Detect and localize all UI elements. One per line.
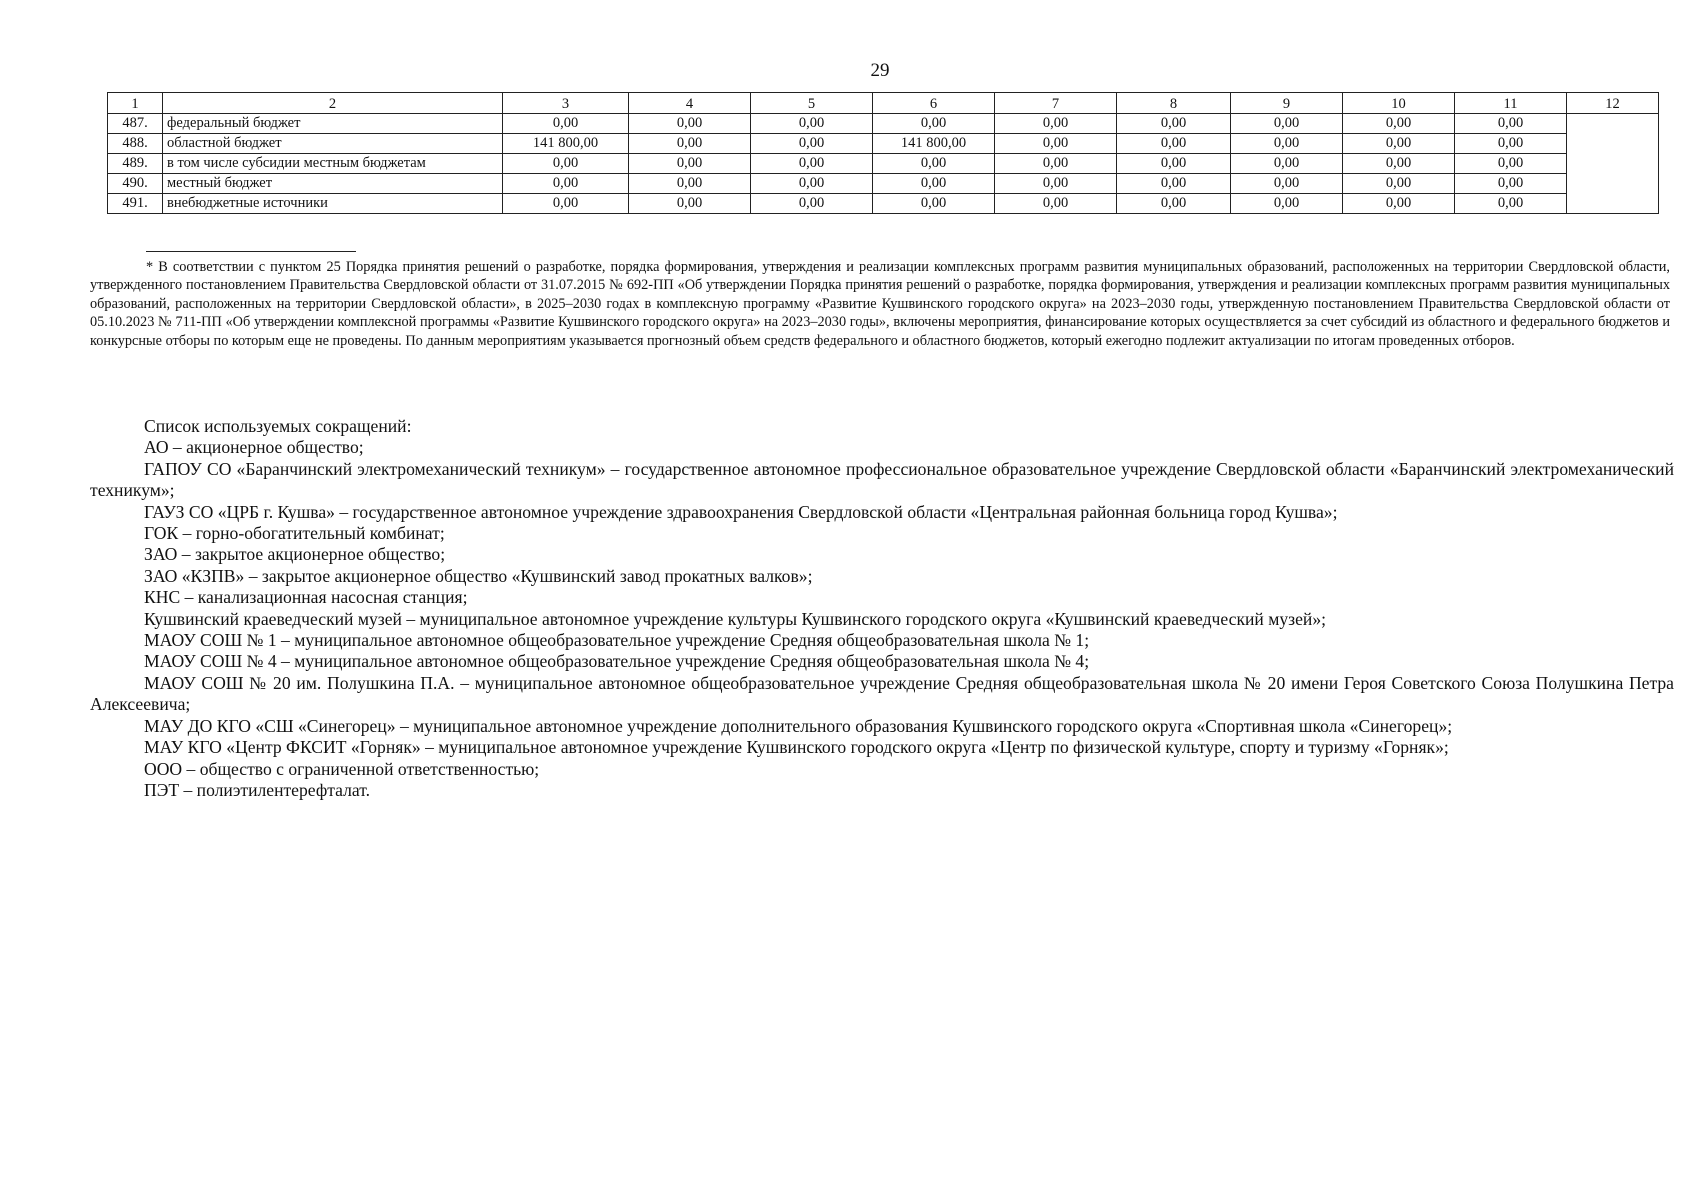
column-header-12: 12 [1567,93,1659,114]
row-name: областной бюджет [163,134,503,154]
value-cell-col-4: 0,00 [629,154,751,174]
value-cell-col-8: 0,00 [1117,114,1231,134]
value-cell-col-4: 0,00 [629,174,751,194]
value-cell-col-6: 0,00 [873,194,995,214]
abbreviation-item: МАОУ СОШ № 4 – муниципальное автономное общеобразовательное учреждение Средняя общеобразовательная школа № 4; [144,651,1090,672]
value-cell-col-9: 0,00 [1231,114,1343,134]
value-cell-col-10: 0,00 [1343,194,1455,214]
column-header-7: 7 [995,93,1117,114]
column-header-9: 9 [1231,93,1343,114]
value-cell-col-7: 0,00 [995,154,1117,174]
value-cell-col-3: 141 800,00 [503,134,629,154]
abbreviations-list [90,416,1674,801]
value-cell-col-5: 0,00 [751,154,873,174]
column-header-1: 1 [108,93,163,114]
row-number: 488. [108,134,163,154]
budget-table [107,92,1659,214]
value-cell-col-7: 0,00 [995,174,1117,194]
row-name: в том числе субсидии местным бюджетам [163,154,503,174]
value-cell-col-9: 0,00 [1231,194,1343,214]
column-header-2: 2 [163,93,503,114]
footnote-text: * В соответствии с пунктом 25 Порядка принятия решений о разработке, порядка формирования, утверждения и реализации комплексных программ развития муниципальных образований, расположенных на территории Свердловской области, утвержденного постановлением Правительства Свердловской области от 31.07.2015 № 692-ПП «Об утверждении Порядка принятия решений о разработке, порядка формирования, утверждения и реализации комплексных программ развития муниципальных образований, расположенных на территории Свердловской области», в 2025–2030 годах в комплексную программу «Развитие Кушвинского городского округа» на 2023–2030 годы, утвержденную постановлением Правительства Свердловской области от 05.10.2023 № 711-ПП «Об утверждении комплексной программы «Развитие Кушвинского городского округа» на 2023–2030 годы», включены мероприятия, финансирование которых осуществляется за счет субсидий из областного и федерального бюджетов и конкурсные отборы по которым еще не проведены. По данным мероприятиям указывается прогнозный объем средств федерального и областного бюджетов, который ежегодно подлежит актуализации по итогам проведенных отборов. [90,259,1670,349]
value-cell-col-3: 0,00 [503,114,629,134]
abbreviation-item: ГОК – горно-обогатительный комбинат; [144,523,445,544]
row-number: 487. [108,114,163,134]
value-cell-col-9: 0,00 [1231,174,1343,194]
abbreviation-item: ПЭТ – полиэтилентерефталат. [144,779,370,800]
column-header-6: 6 [873,93,995,114]
table-row [108,154,1659,174]
abbreviation-item: АО – акционерное общество; [144,437,364,458]
abbreviation-item: ГАПОУ СО «Баранчинский электромеханический техникум» – государственное автономное профессиональное образовательное учреждение Свердловской области «Баранчинский электромеханический техникум»; [90,458,1674,501]
table-header-row [108,93,1659,114]
abbreviation-item: КНС – канализационная насосная станция; [144,587,468,608]
column-12-cell [1567,114,1659,214]
value-cell-col-5: 0,00 [751,194,873,214]
footnote-rule [146,251,356,252]
value-cell-col-11: 0,00 [1455,154,1567,174]
value-cell-col-10: 0,00 [1343,154,1455,174]
value-cell-col-11: 0,00 [1455,174,1567,194]
column-header-11: 11 [1455,93,1567,114]
row-name: федеральный бюджет [163,114,503,134]
value-cell-col-10: 0,00 [1343,174,1455,194]
value-cell-col-5: 0,00 [751,114,873,134]
abbreviation-item: ЗАО – закрытое акционерное общество; [144,544,446,565]
row-name: внебюджетные источники [163,194,503,214]
column-header-4: 4 [629,93,751,114]
value-cell-col-10: 0,00 [1343,134,1455,154]
value-cell-col-11: 0,00 [1455,114,1567,134]
value-cell-col-7: 0,00 [995,194,1117,214]
value-cell-col-8: 0,00 [1117,174,1231,194]
value-cell-col-6: 141 800,00 [873,134,995,154]
value-cell-col-8: 0,00 [1117,194,1231,214]
value-cell-col-4: 0,00 [629,134,751,154]
abbreviation-item: ЗАО «КЗПВ» – закрытое акционерное общество «Кушвинский завод прокатных валков»; [144,565,813,586]
value-cell-col-4: 0,00 [629,194,751,214]
value-cell-col-8: 0,00 [1117,134,1231,154]
value-cell-col-3: 0,00 [503,194,629,214]
value-cell-col-7: 0,00 [995,134,1117,154]
value-cell-col-6: 0,00 [873,114,995,134]
page-number: 29 [870,60,890,81]
table-row [108,194,1659,214]
table-row [108,114,1659,134]
value-cell-col-9: 0,00 [1231,134,1343,154]
value-cell-col-5: 0,00 [751,134,873,154]
abbreviation-item: МАОУ СОШ № 1 – муниципальное автономное общеобразовательное учреждение Средняя общеобразовательная школа № 1; [144,630,1090,651]
value-cell-col-10: 0,00 [1343,114,1455,134]
value-cell-col-5: 0,00 [751,174,873,194]
value-cell-col-11: 0,00 [1455,134,1567,154]
abbreviation-item: Кушвинский краеведческий музей – муниципальное автономное учреждение культуры Кушвинского городского округа «Кушвинский краеведческий музей»; [144,608,1327,629]
column-header-10: 10 [1343,93,1455,114]
value-cell-col-6: 0,00 [873,154,995,174]
value-cell-col-6: 0,00 [873,174,995,194]
value-cell-col-8: 0,00 [1117,154,1231,174]
column-header-8: 8 [1117,93,1231,114]
row-number: 490. [108,174,163,194]
abbreviation-item: МАУ ДО КГО «СШ «Синегорец» – муниципальное автономное учреждение дополнительного образования Кушвинского городского округа «Спортивная школа «Синегорец»; [144,715,1453,736]
abbreviation-item: МАУ КГО «Центр ФКСИТ «Горняк» – муниципальное автономное учреждение Кушвинского городского округа «Центр по физической культуре, спорту и туризму «Горняк»; [144,737,1449,758]
row-number: 491. [108,194,163,214]
abbreviations-title: Список используемых сокращений: [144,416,412,436]
value-cell-col-7: 0,00 [995,114,1117,134]
abbreviation-item: МАОУ СОШ № 20 им. Полушкина П.А. – муниципальное автономное общеобразовательное учреждение Средняя общеобразовательная школа № 20 имени Героя Советского Союза Полушкина Петра Алексеевича; [90,672,1674,715]
value-cell-col-9: 0,00 [1231,154,1343,174]
value-cell-col-4: 0,00 [629,114,751,134]
table-row [108,174,1659,194]
row-name: местный бюджет [163,174,503,194]
abbreviation-item: ООО – общество с ограниченной ответственностью; [144,758,540,779]
abbreviation-item: ГАУЗ СО «ЦРБ г. Кушва» – государственное автономное учреждение здравоохранения Свердловской области «Центральная районная больница город Кушва»; [144,501,1338,522]
table-row [108,134,1659,154]
row-number: 489. [108,154,163,174]
value-cell-col-3: 0,00 [503,174,629,194]
value-cell-col-11: 0,00 [1455,194,1567,214]
column-header-5: 5 [751,93,873,114]
value-cell-col-3: 0,00 [503,154,629,174]
column-header-3: 3 [503,93,629,114]
